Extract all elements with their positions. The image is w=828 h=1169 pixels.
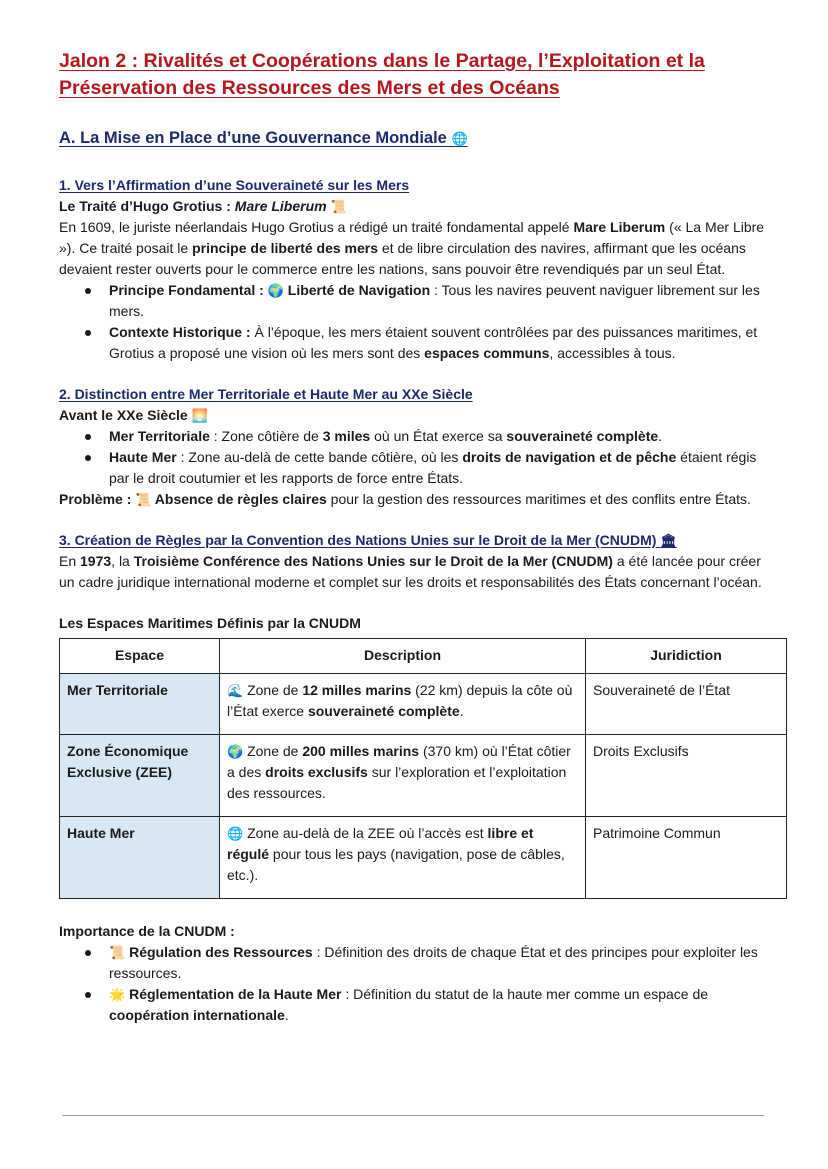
grotius-lead — [59, 196, 771, 217]
wave-icon: 🌊 — [227, 683, 244, 698]
scroll-icon: 📜 — [330, 199, 347, 214]
problem-paragraph: Problème : 📜 Absence de règles claires pour la gestion des ressources maritimes et des conflits entre États. — [59, 491, 751, 507]
list-item: 📜 Régulation des Ressources : Définition des droits de chaque État et des principes pour exploiter les ressources. — [109, 942, 771, 984]
earth-icon: 🌍 — [267, 283, 284, 298]
list-item: Principe Fondamental : 🌍 Liberté de Navigation : Tous les navires peuvent naviguer librement sur les mers. — [109, 280, 771, 322]
document-page — [59, 48, 771, 1026]
table-row — [60, 674, 787, 735]
list-item: Mer Territoriale : Zone côtière de 3 miles où un État exerce sa souveraineté complète. — [109, 426, 771, 447]
section-a-heading-text: A. La Mise en Place d’une Gouvernance Mondiale — [59, 129, 447, 147]
cnudm-paragraph: En 1973, la Troisième Conférence des Nations Unies sur le Droit de la Mer (CNUDM) a été lancée pour créer un cadre juridique international moderne et complet sur les droits et responsabilités des États concernant l’océan. — [59, 553, 762, 590]
scroll-icon: 📜 — [135, 492, 152, 507]
footer-divider — [62, 1115, 764, 1116]
grotius-bullets — [59, 280, 771, 364]
espace-cell: Mer Territoriale — [60, 674, 220, 735]
grotius-paragraph: En 1609, le juriste néerlandais Hugo Grotius a rédigé un traité fondamental appelé Mare Liberum (« La Mer Libre »). Ce traité posait le principe de liberté des mers et de libre circulation des navires, affirmant que les océans devaient rester ouverts pour le commerce entre les nations, sans pouvoir être revendiqués par un seul État. — [59, 219, 765, 277]
classical-building-icon: 🏛 — [660, 533, 677, 548]
subsection-2-heading: 2. Distinction entre Mer Territoriale et Haute Mer au XXe Siècle — [59, 386, 473, 402]
table-caption: Les Espaces Maritimes Définis par la CNUDM — [59, 615, 361, 631]
description-cell: 🌍 Zone de 200 milles marins (370 km) où l’État côtier a des droits exclusifs sur l’exploration et l’exploitation des ressources. — [220, 735, 586, 817]
table-header-row — [60, 639, 787, 674]
scroll-icon: 📜 — [109, 945, 126, 960]
juridiction-cell: Droits Exclusifs — [586, 735, 787, 817]
sunrise-icon: 🌅 — [191, 408, 208, 423]
importance-bullets — [59, 942, 771, 1026]
importance-heading: Importance de la CNUDM : — [59, 923, 235, 939]
earth-icon: 🌍 — [227, 744, 244, 759]
globe-icon: 🌐 — [451, 131, 468, 146]
column-header: Juridiction — [586, 639, 787, 674]
espace-cell: Zone Économique Exclusive (ZEE) — [60, 735, 220, 817]
table-row — [60, 817, 787, 899]
section-a-heading — [59, 126, 771, 151]
glowing-star-icon: 🌟 — [109, 987, 126, 1002]
lead-italic: Mare Liberum — [234, 198, 327, 214]
column-header: Espace — [60, 639, 220, 674]
lead-prefix: Le Traité d’Hugo Grotius : — [59, 198, 235, 214]
description-cell: 🌊 Zone de 12 milles marins (22 km) depuis la côte où l’État exerce souveraineté complète. — [220, 674, 586, 735]
globe-icon: 🌐 — [227, 826, 244, 841]
column-header: Description — [220, 639, 586, 674]
list-item: Haute Mer : Zone au-delà de cette bande côtière, où les droits de navigation et de pêche étaient régis par le droit coutumier et les rapports de force entre États. — [109, 447, 771, 489]
description-cell: 🌐 Zone au-delà de la ZEE où l’accès est libre et régulé pour tous les pays (navigation, pose de câbles, etc.). — [220, 817, 586, 899]
juridiction-cell: Patrimoine Commun — [586, 817, 787, 899]
before-20th-century-label: Avant le XXe Siècle 🌅 — [59, 407, 208, 423]
subsection-3-heading: 3. Création de Règles par la Convention des Nations Unies sur le Droit de la Mer (CNUDM) 🏛 — [59, 532, 677, 548]
list-item: Contexte Historique : À l’époque, les mers étaient souvent contrôlées par des puissances maritimes, et Grotius a proposé une vision où les mers sont des espaces communs, accessibles à tous. — [109, 322, 771, 364]
table-row — [60, 735, 787, 817]
document-title: Jalon 2 : Rivalités et Coopérations dans le Partage, l’Exploitation et la Préservation des Ressources des Mers et des Océans — [59, 50, 705, 99]
sea-zones-bullets — [59, 426, 771, 489]
list-item: 🌟 Réglementation de la Haute Mer : Définition du statut de la haute mer comme un espace de coopération internationale. — [109, 984, 771, 1026]
subsection-1-heading: 1. Vers l’Affirmation d’une Souveraineté sur les Mers — [59, 177, 410, 193]
maritime-spaces-table — [59, 638, 787, 899]
espace-cell: Haute Mer — [60, 817, 220, 899]
juridiction-cell: Souveraineté de l’État — [586, 674, 787, 735]
